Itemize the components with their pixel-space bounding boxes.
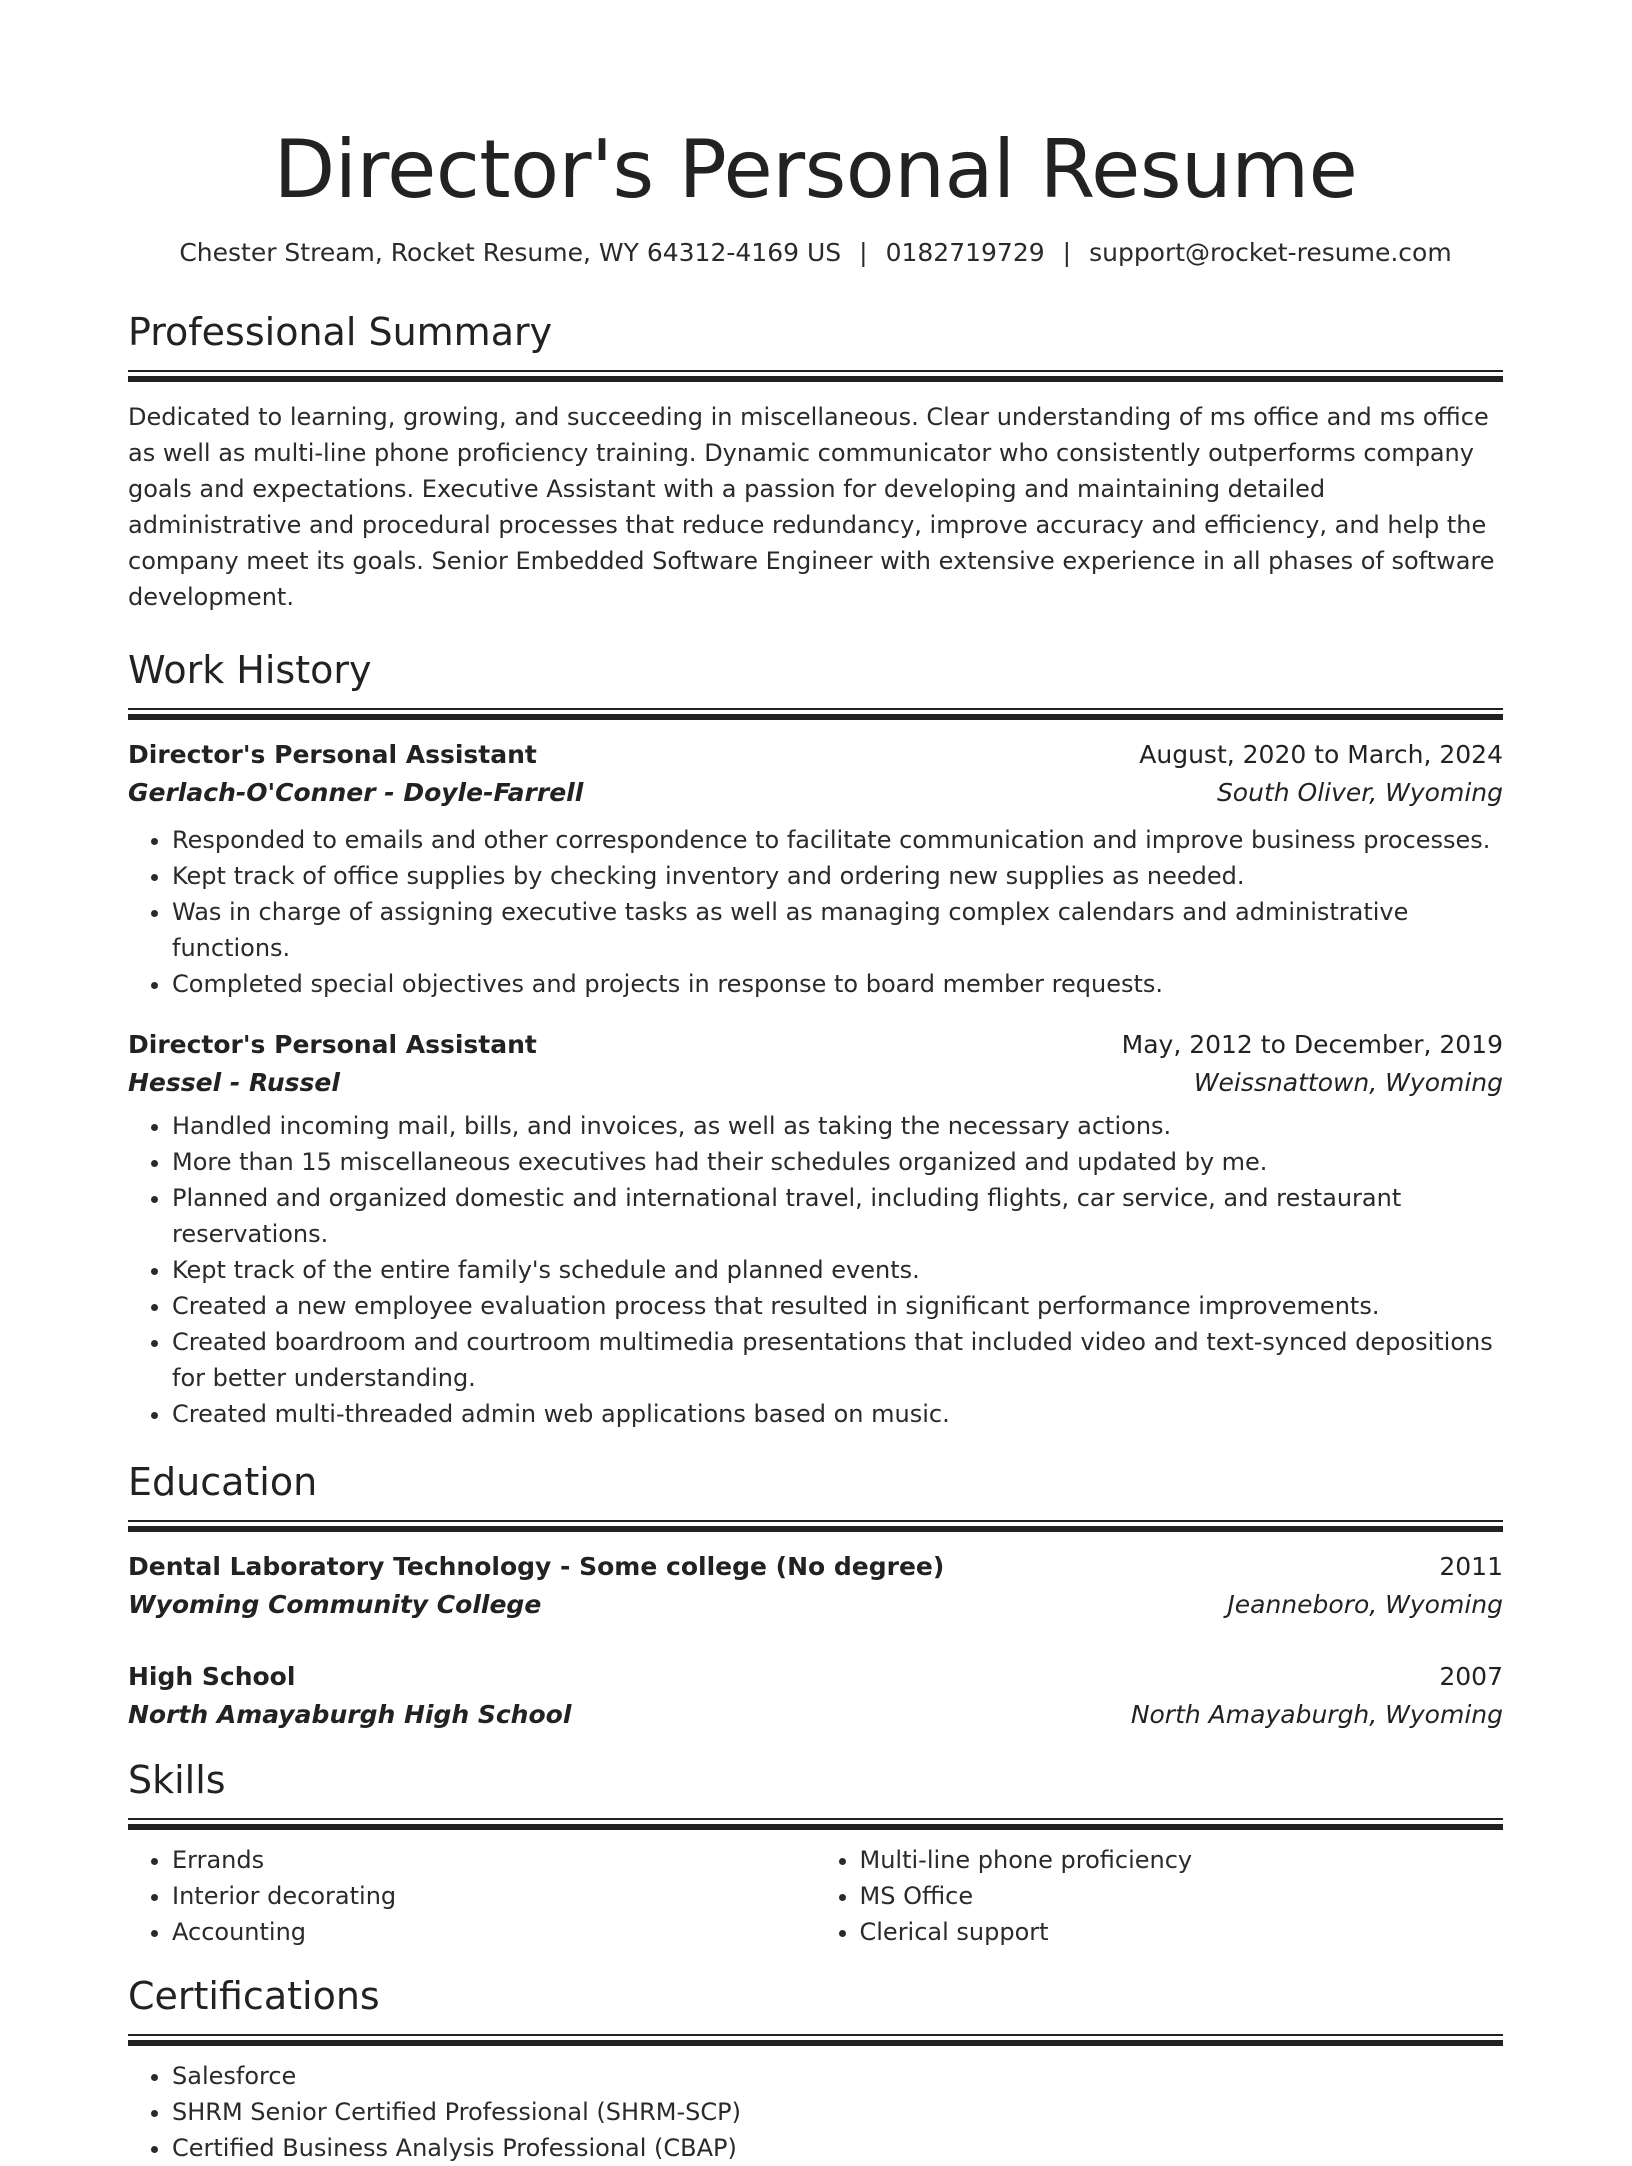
list-item: • Responded to emails and other correspondence to facilitate communication and improve business processes. (172, 822, 1503, 858)
job-location: South Oliver, Wyoming (1216, 778, 1503, 807)
education-section (128, 1458, 1503, 1734)
certifications-list (128, 2058, 1503, 2166)
section-divider (128, 708, 1503, 720)
job-duties (128, 822, 1503, 1002)
job-header (128, 1026, 1503, 1064)
certification-item: • Certified Business Analysis Professional (CBAP) (172, 2130, 1503, 2166)
separator: | (859, 238, 868, 267)
degree: High School (128, 1662, 296, 1691)
skill-item: • Interior decorating (172, 1878, 816, 1914)
education-header (128, 1548, 1503, 1586)
job-company: Hessel - Russel (128, 1068, 340, 1097)
job-entry (128, 1026, 1503, 1432)
summary-text: Dedicated to learning, growing, and succeeding in miscellaneous. Clear understanding of ms office and ms office as well as multi-line phone proficiency training. Dynamic communicator who consistently outperforms company goals and expectations. Executive Assistant with a passion for developing and maintaining detailed administrative and procedural processes that reduce redundancy, improve accuracy and efficiency, and help the company meet its goals. Senior Embedded Software Engineer with extensive experience in all phases of software development. (128, 403, 1495, 611)
work-section (128, 646, 1503, 1432)
section-heading: Professional Summary (128, 310, 553, 354)
education-subheader (128, 1696, 1503, 1734)
skill-item: • Errands (172, 1842, 816, 1878)
list-item: • Created boardroom and courtroom multimedia presentations that included video and text-synced depositions for better understanding. (172, 1324, 1503, 1396)
summary-section (128, 308, 1503, 615)
job-dates: August, 2020 to March, 2024 (1139, 740, 1503, 769)
skills-list-left (128, 1842, 816, 1950)
graduation-year: 2011 (1439, 1552, 1503, 1581)
section-heading: Education (128, 1460, 318, 1504)
skill-item: • Accounting (172, 1914, 816, 1950)
certifications-section (128, 1972, 1503, 2166)
certification-item: • SHRM Senior Certified Professional (SHRM-SCP) (172, 2094, 1503, 2130)
page-title: Director's Personal Resume (273, 123, 1358, 216)
job-subheader (128, 1064, 1503, 1102)
job-title: Director's Personal Assistant (128, 1030, 537, 1059)
job-duties (128, 1108, 1503, 1432)
skills-list-right (816, 1842, 1504, 1950)
education-header (128, 1658, 1503, 1696)
job-subheader (128, 774, 1503, 812)
list-item: • Planned and organized domestic and international travel, including flights, car service, and restaurant reservations. (172, 1180, 1503, 1252)
school-name: North Amayaburgh High School (128, 1700, 572, 1729)
separator: | (1062, 238, 1072, 267)
school-name: Wyoming Community College (128, 1590, 542, 1619)
certification-item: • Salesforce (172, 2058, 1503, 2094)
list-item: • Created multi-threaded admin web applications based on music. (172, 1396, 1503, 1432)
education-subheader (128, 1586, 1503, 1624)
education-entry (128, 1658, 1503, 1734)
list-item: • More than 15 miscellaneous executives had their schedules organized and updated by me. (172, 1144, 1503, 1180)
skill-item: • Clerical support (860, 1914, 1504, 1950)
school-location: North Amayaburgh, Wyoming (1130, 1700, 1503, 1729)
section-divider (128, 370, 1503, 382)
job-entry (128, 736, 1503, 1002)
section-divider (128, 1818, 1503, 1830)
list-item: • Was in charge of assigning executive tasks as well as managing complex calendars and administrative functions. (172, 894, 1503, 966)
school-location: Jeanneboro, Wyoming (1227, 1590, 1503, 1619)
job-dates: May, 2012 to December, 2019 (1121, 1030, 1503, 1059)
graduation-year: 2007 (1439, 1662, 1503, 1691)
list-item: • Created a new employee evaluation process that resulted in significant performance improvements. (172, 1288, 1503, 1324)
contact-info (128, 236, 1503, 270)
education-entry (128, 1548, 1503, 1624)
section-divider (128, 2034, 1503, 2046)
phone: 0182719729 (885, 238, 1045, 267)
job-header (128, 736, 1503, 774)
list-item: • Kept track of the entire family's schedule and planned events. (172, 1252, 1503, 1288)
list-item: • Kept track of office supplies by checking inventory and ordering new supplies as needed. (172, 858, 1503, 894)
job-location: Weissnattown, Wyoming (1193, 1068, 1503, 1097)
resume-page (128, 0, 1503, 2166)
skills-section (128, 1756, 1503, 1950)
job-title: Director's Personal Assistant (128, 740, 537, 769)
email: support@rocket-resume.com (1089, 238, 1452, 267)
address: Chester Stream, Rocket Resume, WY 64312-4169 US (179, 238, 842, 267)
section-heading: Certifications (128, 1974, 380, 2018)
degree: Dental Laboratory Technology - Some college (No degree) (128, 1552, 945, 1581)
skill-item: • Multi-line phone proficiency (860, 1842, 1504, 1878)
list-item: • Completed special objectives and projects in response to board member requests. (172, 966, 1503, 1002)
section-heading: Skills (128, 1758, 226, 1802)
section-heading: Work History (128, 648, 372, 692)
list-item: • Handled incoming mail, bills, and invoices, as well as taking the necessary actions. (172, 1108, 1503, 1144)
job-company: Gerlach-O'Conner - Doyle-Farrell (128, 778, 584, 807)
skills-grid (128, 1830, 1503, 1950)
skill-item: • MS Office (860, 1878, 1504, 1914)
section-divider (128, 1520, 1503, 1532)
